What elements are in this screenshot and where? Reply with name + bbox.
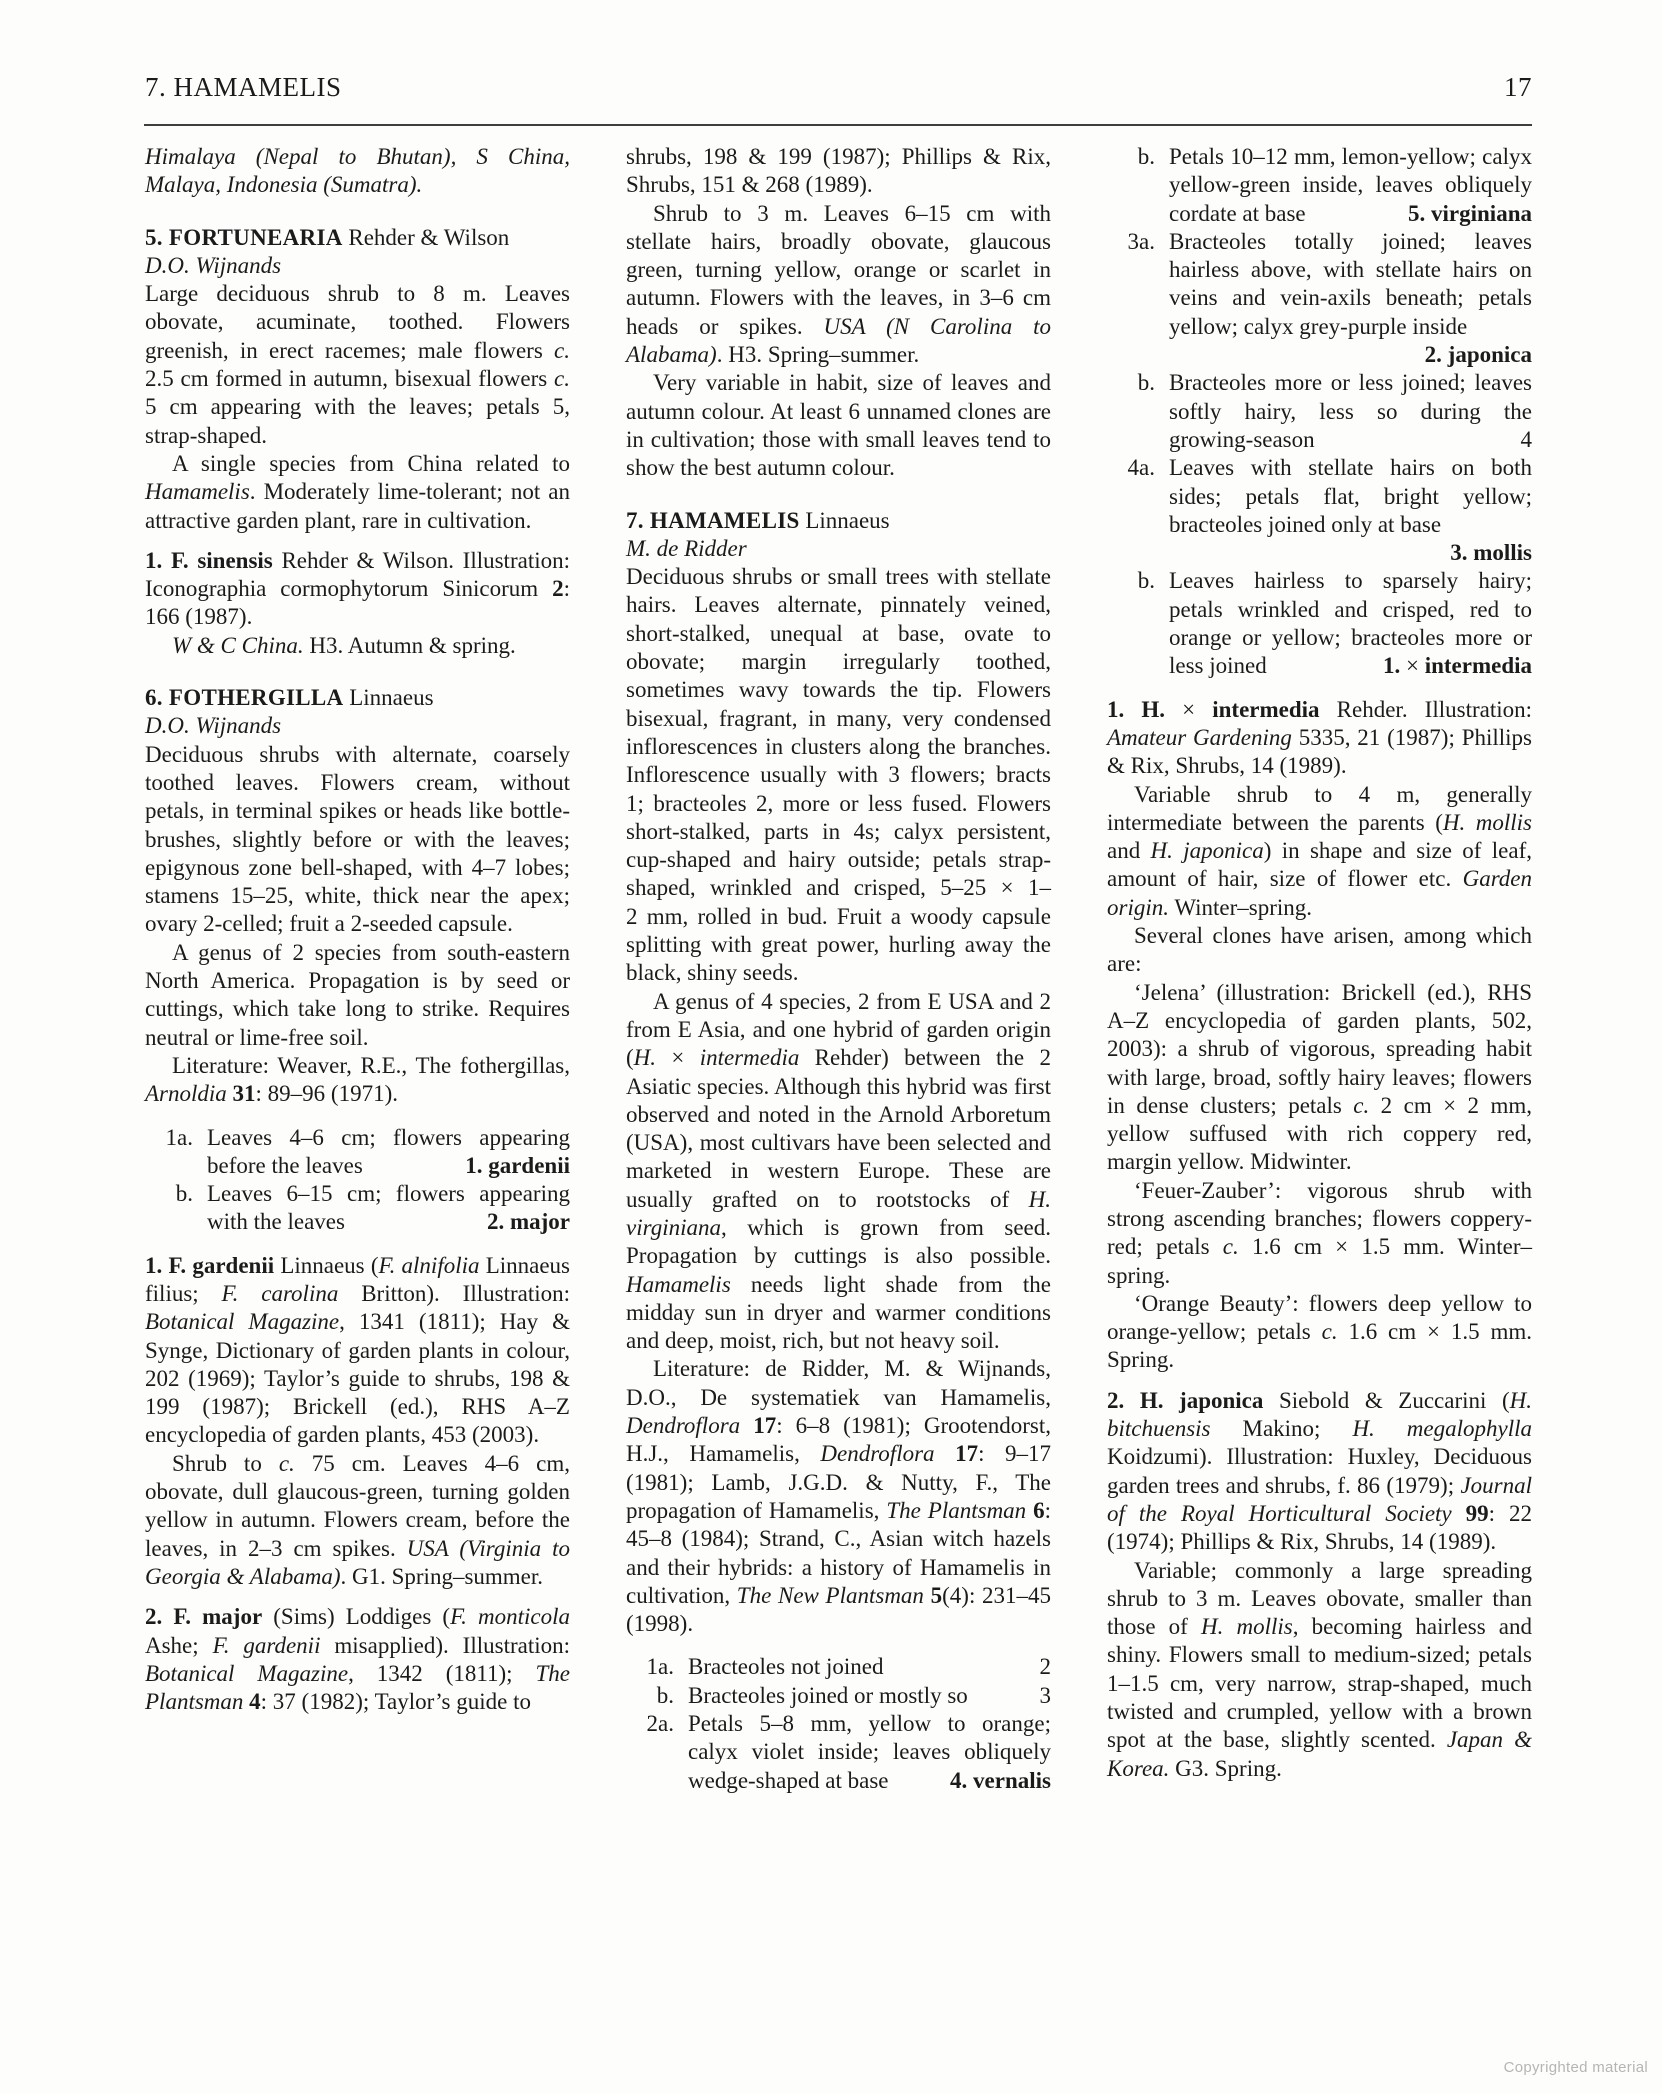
paragraph: shrubs, 198 & 199 (1987); Phillips & Rix, Shrubs, 151 & 268 (1989). xyxy=(626,144,1051,198)
couplet-label: b. xyxy=(175,1181,193,1207)
copyright-watermark: Copyrighted material xyxy=(1503,2059,1648,2076)
paragraph: 1. F. gardenii Linnaeus (F. alnifolia Linnaeus filius; F. carolina Britton). Illustration: Botanical Magazine, 1341 (1811); Hay & Synge, Dictionary of garden plants in colour, 202 (1969); Taylor’s guide to shrubs, 198 & 199 (1987); Brickell (ed.), RHS A–Z encyclopedia of garden plants, 453 (2003). xyxy=(145,1252,571,1448)
running-head-title: 7. HAMAMELIS xyxy=(145,72,342,102)
running-header xyxy=(145,72,1532,103)
couplet-result: 3. mollis xyxy=(1450,540,1532,566)
couplet-text: Leaves with stellate hairs on both sides; petals flat, bright yellow; bracteoles joined only at base 3. mollis xyxy=(1169,454,1532,567)
couplet-result: 4. vernalis xyxy=(950,1767,1051,1793)
paragraph: Large deciduous shrub to 8 m. Leaves obovate, acuminate, toothed. Flowers greenish, in erect racemes; male flowers c. 2.5 cm formed in autumn, bisexual flowers c. 5 cm appearing with the leaves; petals 5, strap-shaped. xyxy=(145,281,570,448)
page-number: 17 xyxy=(1504,72,1532,102)
paragraph: Several clones have arisen, among which are: xyxy=(1107,923,1532,977)
key-couplet xyxy=(1107,369,1532,454)
couplet-text: Bracteoles joined or mostly so 3 xyxy=(688,1682,1051,1710)
key-couplet xyxy=(1107,454,1532,567)
key-couplet xyxy=(1107,228,1532,369)
paragraph: 1. H. × intermedia Rehder. Illustration: Amateur Gardening 5335, 21 (1987); Phillips & Rix, Shrubs, 14 (1989). xyxy=(1107,696,1533,779)
paragraph: Variable shrub to 4 m, generally intermediate between the parents (H. mollis and H. japonica) in shape and size of leaf, amount of hair, size of flower etc. Garden origin. Winter–spring. xyxy=(1107,781,1532,920)
paragraph: A genus of 4 species, 2 from E USA and 2 from E Asia, and one hybrid of garden origin (H. × intermedia Rehder) between the 2 Asiatic species. Although this hybrid was first observed and noted in the Arnold Arboretum (USA), most cultivars have been selected and marketed in western Europe. These are usually grafted on to rootstocks of H. virginiana, which is grown from seed. Propagation by cuttings is also possible. Hamamelis needs light shade from the midday sun in dryer and warmer conditions and deep, moist, rich, but not heavy soil. xyxy=(626,988,1051,1354)
paragraph: Deciduous shrubs with alternate, coarsely toothed leaves. Flowers cream, without petals, in terminal spikes or heads like bottle-brushes, slightly before or with the leaves; epigynous zone bell-shaped, with 4–7 lobes; stamens 15–25, white, thick near the apex; ovary 2-celled; fruit a 2-seeded capsule. xyxy=(145,741,570,937)
couplet-label: 2a. xyxy=(646,1711,674,1737)
column-1 xyxy=(145,143,570,1810)
column-2 xyxy=(626,143,1051,1810)
paragraph: ‘Feuer-Zauber’: vigorous shrub with strong ascending branches; flowers coppery-red; petals c. 1.6 cm × 1.5 mm. Winter–spring. xyxy=(1107,1177,1532,1288)
couplet-result: 2 xyxy=(1039,1654,1051,1680)
paragraph: 2. H. japonica Siebold & Zuccarini (H. bitchuensis Makino; H. megalophylla Koidzumi). Illustration: Huxley, Deciduous garden trees and shrubs, f. 86 (1979); Journal of the Royal Horticultural Society 99: 22 (1974); Phillips & Rix, Shrubs, 14 (1989). xyxy=(1107,1387,1533,1555)
couplet-result: 3 xyxy=(1039,1682,1051,1708)
genus-name: 6. FOTHERGILLA Linnaeus xyxy=(145,685,434,711)
couplet-text: Leaves 6–15 cm; flowers appearing with the leaves 2. major xyxy=(207,1180,570,1237)
couplet-label: 3a. xyxy=(1127,228,1155,254)
couplet-text: Leaves 4–6 cm; flowers appearing before the leaves 1. gardenii xyxy=(207,1124,570,1181)
couplet-label: b. xyxy=(656,1682,674,1708)
couplet-result: 1. gardenii xyxy=(465,1152,570,1178)
couplet-label: b. xyxy=(1137,144,1155,169)
paragraph: Literature: Weaver, R.E., The fothergillas, Arnoldia 31: 89–96 (1971). xyxy=(145,1052,570,1107)
paragraph: ‘Jelena’ (illustration: Brickell (ed.), RHS A–Z encyclopedia of garden plants, 502, 2003): a shrub of vigorous, spreading habit with large, broad, softly hairy leaves; flowers in dense clusters; petals c. 2 cm × 2 mm, yellow suffused with rich coppery red, margin yellow. Midwinter. xyxy=(1107,979,1532,1175)
couplet-label: 1a. xyxy=(646,1654,674,1680)
genus-heading xyxy=(626,507,1051,564)
genus-heading xyxy=(145,224,570,281)
paragraph: Very variable in habit, size of leaves and autumn colour. At least 6 unnamed clones are in cultivation; those with small leaves tend to show the best autumn colour. xyxy=(626,370,1051,481)
couplet-result: 2. japonica xyxy=(1424,342,1532,368)
couplet-text: Leaves hairless to sparsely hairy; petals wrinkled and crisped, red to orange or yellow; bracteoles more or less joined 1. × intermedia xyxy=(1169,567,1532,680)
couplet-result: 2. major xyxy=(486,1209,570,1235)
key-couplet xyxy=(626,1710,1051,1795)
column-3 xyxy=(1107,143,1532,1810)
paragraph: Variable; commonly a large spreading shrub to 3 m. Leaves obovate, smaller than those of H. mollis, becoming hairless and shiny. Flowers small to medium-sized; petals 1–1.5 cm, very narrow, strap-shaped, much twisted and crumpled, yellow with a brown spot at the base, slightly scented. Japan & Korea. G3. Spring. xyxy=(1107,1557,1532,1781)
author-byline: M. de Ridder xyxy=(626,535,747,561)
paragraph: Shrub to c. 75 cm. Leaves 4–6 cm, obovate, dull glaucous-green, turning golden yellow in autumn. Flowers cream, before the leaves, in 2–3 cm spikes. USA (Virginia to Georgia & Alabama). G1. Spring–summer. xyxy=(145,1450,571,1589)
paragraph: Deciduous shrubs or small trees with stellate hairs. Leaves alternate, pinnately veined, short-stalked, unequal at base, ovate to obovate; margin irregularly toothed, sometimes wavy towards the tip. Flowers bisexual, fragrant, in many, very condensed inflorescences in clusters along the branches. Inflorescence usually with 3 flowers; bracts 1; bracteoles 2, more or less fused. Flowers short-stalked, parts in 4s; calyx persistent, cup-shaped and hairy outside; petals strap-shaped, wrinkled and crisped, 5–25 × 1–2 mm, rolled in bud. Fruit a woody capsule splitting with great power, hurling away the black, shiny seeds. xyxy=(626,564,1051,986)
author-byline: D.O. Wijnands xyxy=(145,713,282,739)
key-couplet xyxy=(1107,143,1532,228)
paragraph: 2. F. major (Sims) Loddiges (F. monticola Ashe; F. gardenii misapplied). Illustration: Botanical Magazine, 1342 (1811); The Plantsman 4: 37 (1982); Taylor’s guide to xyxy=(145,1604,571,1715)
key-couplet xyxy=(1107,567,1532,680)
couplet-result: 1. × intermedia xyxy=(1382,653,1532,679)
paragraph: 1. F. sinensis Rehder & Wilson. Illustration: Iconographia cormophytorum Sinicorum 2: 166 (1987). xyxy=(145,547,570,630)
key-couplet xyxy=(145,1180,570,1237)
couplet-label: b. xyxy=(1137,370,1155,396)
key-couplet xyxy=(626,1682,1051,1710)
author-byline: D.O. Wijnands xyxy=(145,252,282,278)
identification-key xyxy=(626,1653,1051,1794)
genus-heading xyxy=(145,684,570,741)
couplet-label: b. xyxy=(1137,568,1155,594)
couplet-text: Bracteoles totally joined; leaves hairless above, with stellate hairs on veins and vein-axils beneath; petals yellow; calyx grey-purple inside 2. japonica xyxy=(1169,228,1532,369)
paragraph: A single species from China related to Hamamelis. Moderately lime-tolerant; not an attractive garden plant, rare in cultivation. xyxy=(145,450,570,533)
couplet-label: 4a. xyxy=(1127,455,1155,481)
genus-name: 5. FORTUNEARIA Rehder & Wilson xyxy=(145,224,510,250)
paragraph: ‘Orange Beauty’: flowers deep yellow to orange-yellow; petals c. 1.6 cm × 1.5 mm. Spring. xyxy=(1107,1290,1532,1373)
couplet-text: Bracteoles more or less joined; leaves softly hairy, less so during the growing-season 4 xyxy=(1169,369,1532,454)
paragraph: A genus of 2 species from south-eastern North America. Propagation is by seed or cuttings, which take long to strike. Requires neutral or lime-free soil. xyxy=(145,939,570,1050)
identification-key xyxy=(145,1124,570,1237)
couplet-text: Petals 5–8 mm, yellow to orange; calyx violet inside; leaves obliquely wedge-shaped at base 4. vernalis xyxy=(688,1710,1051,1795)
couplet-label: 1a. xyxy=(165,1124,193,1150)
paragraph: W & C China. H3. Autumn & spring. xyxy=(172,632,516,658)
paragraph: Shrub to 3 m. Leaves 6–15 cm with stellate hairs, broadly obovate, glaucous green, turning yellow, orange or scarlet in autumn. Flowers with the leaves, in 3–6 cm heads or spikes. USA (N Carolina to Alabama). H3. Spring–summer. xyxy=(626,200,1052,368)
key-couplet xyxy=(145,1124,570,1181)
text-columns xyxy=(145,143,1532,1810)
key-couplet xyxy=(626,1653,1051,1681)
couplet-text: Petals 10–12 mm, lemon-yellow; calyx yellow-green inside, leaves obliquely cordate at base 5. virginiana xyxy=(1169,143,1532,228)
paragraph: Literature: de Ridder, M. & Wijnands, D.O., De systematiek van Hamamelis, Dendroflora 17: 6–8 (1981); Grootendorst, H.J., Hamamelis, Dendroflora 17: 9–17 (1981); Lamb, J.G.D. & Nutty, F., The propagation of Hamamelis, The Plantsman 6: 45–8 (1984); Strand, C., Asian witch hazels and their hybrids: a history of Hamamelis in cultivation, The New Plantsman 5(4): 231–45 (1998). xyxy=(626,1356,1052,1637)
header-rule xyxy=(144,124,1532,126)
genus-name: 7. HAMAMELIS Linnaeus xyxy=(626,507,890,533)
paragraph: Himalaya (Nepal to Bhutan), S China, Malaya, Indonesia (Sumatra). xyxy=(145,144,570,198)
couplet-text: Bracteoles not joined 2 xyxy=(688,1653,1051,1681)
couplet-result: 4 xyxy=(1520,426,1532,452)
couplet-result: 5. virginiana xyxy=(1408,200,1532,226)
identification-key xyxy=(1107,143,1532,681)
